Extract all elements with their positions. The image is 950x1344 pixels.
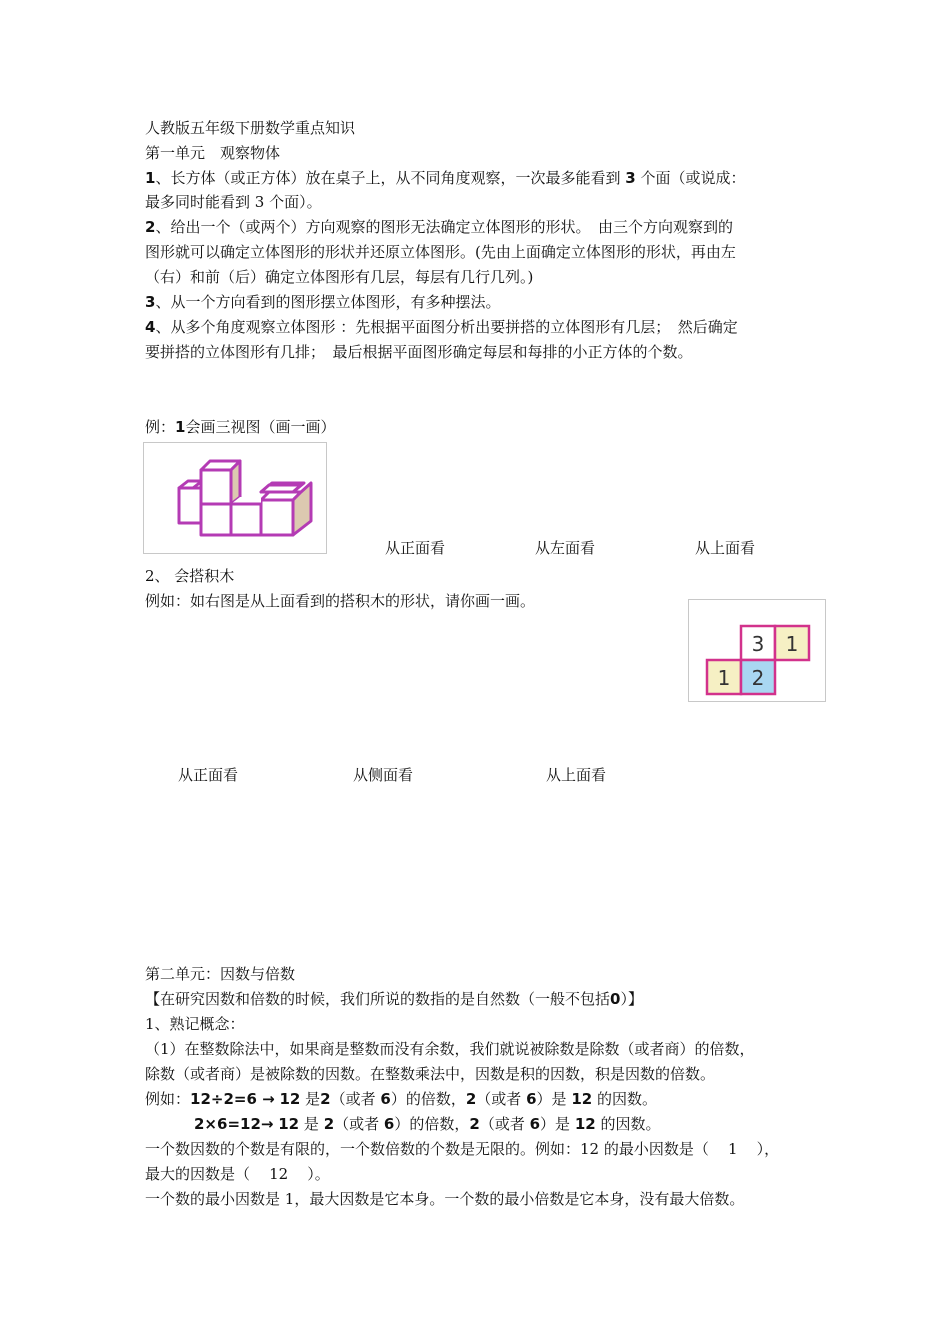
cube-bottom-1 [201,504,231,535]
unit1-point3: 3、从一个方向看到的图形摆立体图形，有多种摆法。 [145,293,501,311]
unit2-concept1-line1: （1）在整数除法中，如果商是整数而没有余数，我们就说被除数是除数（或者商）的倍数， [145,1040,755,1058]
unit2-line-factor-count: 一个数因数的个数是有限的，一个数倍数的个数是无限的。例如：12 的最小因数是（ 1 ）， [145,1140,780,1158]
unit2-title: 第二单元：因数与倍数 [145,965,296,983]
unit2-line-max-factor: 最大的因数是（ 12 ）。 [145,1165,330,1183]
view-label-front-1: 从正面看 [385,539,446,557]
example1-heading: 例：1会画三视图（画一画） [145,418,336,436]
grid-value-1-top: 1 [785,632,799,656]
grid-value-3: 3 [751,632,765,656]
cube-upper-front [201,470,231,504]
unit1-point2-line2: 图形就可以确定立体图形的形状并还原立体图形。(先由上面确定立体图形的形状，再由左 [145,243,736,261]
view-label-top-1: 从上面看 [695,539,756,557]
top-view-grid-figure [688,599,826,702]
unit1-title: 第一单元 观察物体 [145,144,281,162]
grid-value-1-bottom: 1 [717,666,731,690]
view-label-top-2: 从上面看 [546,766,607,784]
cube-stack-illustration [144,443,326,553]
unit2-example2: 2×6=12→ 12 是 2（或者 6）的倍数，2（或者 6）是 12 的因数。 [194,1115,661,1133]
unit1-point4-line2: 要拼搭的立体图形有几排； 最后根据平面图形确定每层和每排的小正方体的个数。 [145,343,693,361]
example2-text: 例如：如右图是从上面看到的搭积木的形状，请你画一画。 [145,592,536,610]
unit1-point2-line1: 2、给出一个（或两个）方向观察的图形无法确定立体图形的形状。 由三个方向观察到的 [145,218,733,236]
cube-bottom-3 [261,500,293,535]
unit1-point2-line3: （右）和前（后）确定立体图形有几层，每层有几行几列。) [145,268,534,286]
unit1-point1-line1: 1、长方体（或正方体）放在桌子上，从不同角度观察，一次最多能看到 3 个面（或说成： [145,169,746,187]
unit2-line-min-factor: 一个数的最小因数是 1，最大因数是它本身。一个数的最小倍数是它本身，没有最大倍数。 [145,1190,745,1208]
cube-upper-side [231,461,240,504]
cube-bottom-2 [231,504,261,535]
view-label-front-2: 从正面看 [178,766,239,784]
cube-figure [143,442,327,554]
unit1-point4-line1: 4、从多个角度观察立体图形 ：先根据平面图分析出要拼搭的立体图形有几层； 然后确定 [145,318,738,336]
doc-title: 人教版五年级下册数学重点知识 [145,119,356,137]
unit2-example1: 例如：12÷2=6 → 12 是2（或者 6）的倍数，2（或者 6）是 12 的因数。 [145,1090,657,1108]
unit1-point1-line2: 最多同时能看到 3 个面）。 [145,193,322,211]
unit2-concept1-line2: 除数（或者商）是被除数的因数。在整数乘法中，因数是积的因数，积是因数的倍数。 [145,1065,716,1083]
unit2-note: 【在研究因数和倍数的时候，我们所说的数指的是自然数（一般不包括0）】 [145,990,643,1008]
unit2-section1: 1、熟记概念： [145,1015,245,1033]
grid-value-2: 2 [751,666,765,690]
top-view-grid [689,600,825,701]
view-label-left-1: 从左面看 [535,539,596,557]
view-label-side-2: 从侧面看 [353,766,414,784]
example2-heading: 2、 会搭积木 [145,567,235,585]
cube-back-left-front [179,488,201,523]
